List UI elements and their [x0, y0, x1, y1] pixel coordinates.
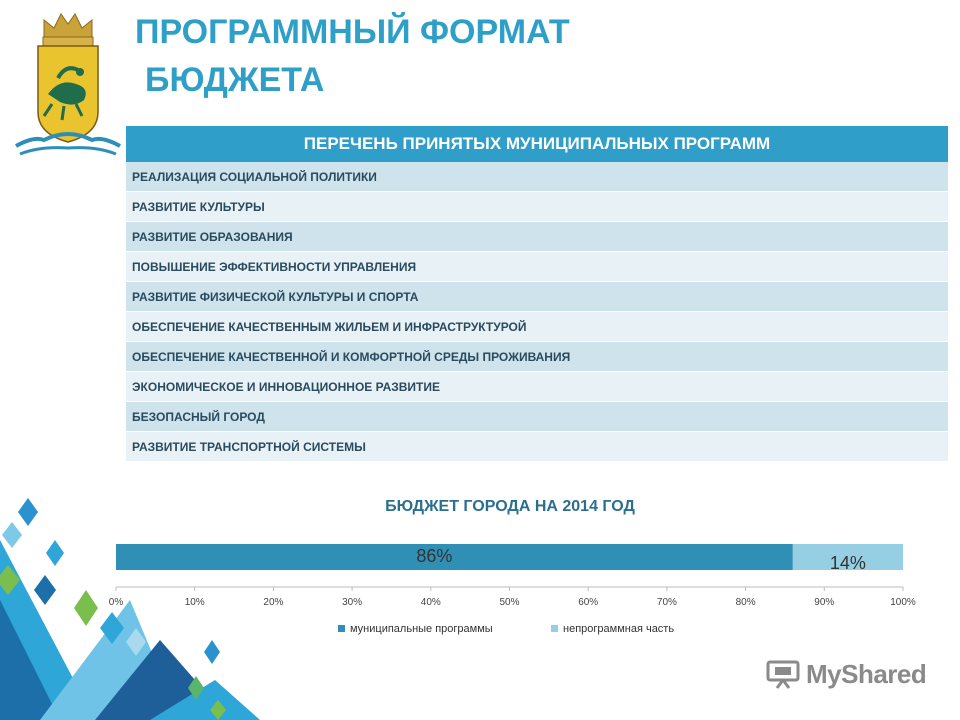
x-tick-label: 10%	[184, 597, 205, 608]
x-tick-label: 80%	[735, 597, 756, 608]
table-row: ОБЕСПЕЧЕНИЕ КАЧЕСТВЕННЫМ ЖИЛЬЕМ И ИНФРАСТРУКТУРОЙ	[126, 312, 948, 342]
table-row: РАЗВИТИЕ ОБРАЗОВАНИЯ	[126, 222, 948, 252]
x-tick-label: 50%	[499, 597, 520, 608]
slide-title-line1: ПРОГРАММНЫЙ ФОРМАТ	[135, 13, 570, 51]
legend-label: непрограммная часть	[563, 623, 675, 635]
deco-diamond	[34, 575, 56, 605]
deco-diamond	[46, 540, 64, 566]
city-coat-of-arms-icon	[14, 8, 122, 158]
table-row: ПОВЫШЕНИЕ ЭФФЕКТИВНОСТИ УПРАВЛЕНИЯ	[126, 252, 948, 282]
deco-diamond	[18, 498, 38, 526]
table-row: ЭКОНОМИЧЕСКОЕ И ИННОВАЦИОННОЕ РАЗВИТИЕ	[126, 372, 948, 402]
slide-title-line2: БЮДЖЕТА	[145, 61, 325, 99]
table-row: ОБЕСПЕЧЕНИЕ КАЧЕСТВЕННОЙ И КОМФОРТНОЙ СРЕДЫ ПРОЖИВАНИЯ	[126, 342, 948, 372]
x-tick-label: 90%	[814, 597, 835, 608]
legend-swatch	[551, 625, 558, 632]
legend-label: муниципальные программы	[350, 623, 493, 635]
data-label: 14%	[829, 553, 866, 573]
table-row: БЕЗОПАСНЫЙ ГОРОД	[126, 402, 948, 432]
watermark	[766, 656, 926, 692]
slide-title	[135, 8, 570, 104]
legend-swatch	[338, 625, 345, 632]
table-row: РАЗВИТИЕ ФИЗИЧЕСКОЙ КУЛЬТУРЫ И СПОРТА	[126, 282, 948, 312]
table-row: РЕАЛИЗАЦИЯ СОЦИАЛЬНОЙ ПОЛИТИКИ	[126, 162, 948, 192]
x-tick-label: 20%	[263, 597, 284, 608]
watermark-text: MyShared	[806, 658, 927, 689]
presentation-icon	[766, 659, 800, 689]
x-tick-label: 70%	[656, 597, 677, 608]
deco-diamond	[74, 590, 98, 626]
budget-chart	[100, 535, 930, 645]
x-tick-label: 40%	[420, 597, 441, 608]
x-tick-label: 30%	[342, 597, 363, 608]
programs-table	[126, 126, 948, 462]
data-label: 86%	[416, 546, 453, 566]
table-row: РАЗВИТИЕ КУЛЬТУРЫ	[126, 192, 948, 222]
x-tick-label: 60%	[578, 597, 599, 608]
deco-diamond	[2, 522, 22, 548]
chart-title: БЮДЖЕТ ГОРОДА НА 2014 ГОД	[385, 498, 635, 515]
x-tick-label: 100%	[890, 597, 916, 608]
bar-segment	[116, 544, 793, 570]
x-tick-label: 0%	[108, 597, 124, 608]
table-row: РАЗВИТИЕ ТРАНСПОРТНОЙ СИСТЕМЫ	[126, 432, 948, 462]
programs-table-header: ПЕРЕЧЕНЬ ПРИНЯТЫХ МУНИЦИПАЛЬНЫХ ПРОГРАММ	[126, 126, 948, 162]
